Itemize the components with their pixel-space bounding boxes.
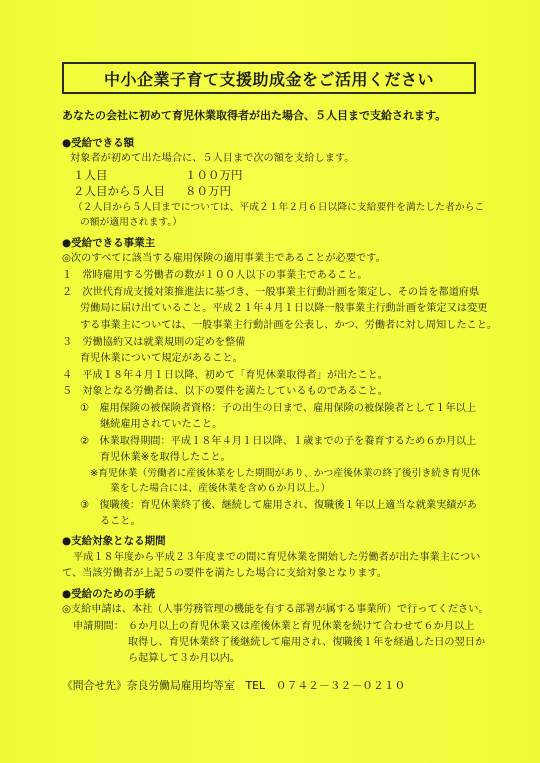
amount-row2-label: ２人目から５人目: [73, 184, 165, 198]
condition-note-line1: ※育児休業（労働者に産後休業をした期間があり、かつ産後休業の終了後引き続き育児休: [90, 468, 481, 479]
eligibility-item-2-line2: 労働局に届け出ていること。平成２１年４月１日以降一般事業主行動計画を策定又は変更: [80, 303, 488, 314]
eligibility-item-1: １ 常時雇用する労働者の数が１００人以下の事業主であること。: [62, 270, 368, 281]
condition-2-line2: 育児休業※を取得したこと。: [100, 452, 231, 463]
procedure-period-line1: ６か月以上の育児休業又は産後休業と育児休業を続けて合わせて６か月以上: [128, 621, 475, 632]
amount-note-line1: （２人目から５人目までについては、平成２１年２月６日以降に支給要件を満たした者からこ: [73, 202, 485, 213]
period-line1: 平成１８年度から平成２３年度までの間に育児休業を開始した労働者が出た事業主につい: [73, 552, 481, 563]
period-line2: て、当該労働者が上記５の要件を満たした場合に支給対象となります。: [62, 568, 387, 579]
contact-info: 《問合せ先》奈良労働局雇用均等室 TEL ０７４２－３２－０２１０: [62, 679, 406, 692]
eligibility-item-3-line2: 育児休業について規定があること。: [80, 353, 243, 364]
condition-1-line1: ① 雇用保険の被保険者資格：子の出生の日まで、雇用保険の被保険者として１年以上: [80, 403, 477, 414]
lead-text: あなたの会社に初めて育児休業取得者が出た場合、５人目まで支給されます。: [62, 109, 447, 122]
eligibility-item-4: ４ 平成１８年４月１日以降、初めて「育児休業取得者」が出たこと。: [62, 370, 388, 381]
amount-row1-value: １００万円: [185, 168, 243, 182]
eligibility-item-3-line1: ３ 労働協約又は就業規則の定めを整備: [62, 337, 246, 348]
procedure-period-line3: ら起算して３か月以内。: [128, 653, 241, 664]
section-heading-procedure: ●受給のための手続: [62, 588, 156, 600]
eligibility-intro: ◎次のすべてに該当する雇用保険の適用事業主であることが必要です。: [62, 253, 386, 264]
procedure-line1: ◎支給申請は、本社（人事労務管理の機能を有する部署が属する事業所）で行ってください。: [62, 604, 489, 615]
condition-3-line1: ③ 復職後：育児休業終了後、継続して雇用され、復職後１年以上適当な就業実績があ: [80, 500, 477, 511]
eligibility-item-5: ５ 対象となる労働者は、以下の要件を満たしているものであること。: [62, 386, 388, 397]
section-heading-period: ●支給対象となる期間: [62, 535, 166, 547]
procedure-period-label: 申請期間：: [73, 621, 124, 632]
section-heading-amount: ●受給できる額: [62, 137, 135, 149]
amount-row2-value: ８０万円: [185, 184, 231, 198]
page-title: 中小企業子育て支援助成金をご活用ください: [62, 62, 476, 94]
amount-intro: 対象者が初めて出た場合に、５人目まで次の額を支給します。: [70, 153, 355, 164]
amount-note-line2: の額が適用されます。）: [80, 217, 183, 228]
eligibility-item-2-line3: する事業主については、一般事業主行動計画を公表し、かつ、労働者に対し周知したこと。: [80, 320, 498, 331]
condition-note-line2: 業をした場合には、産後休業を含め６か月以上。）: [110, 483, 331, 494]
amount-row1-label: １人目: [73, 168, 108, 182]
eligibility-item-2-line1: ２ 次世代育成支援対策推進法に基づき、一般事業主行動計画を策定し、その旨を都道府県: [62, 287, 480, 298]
condition-2-line1: ② 休業取得期間：平成１８年４月１日以降、１歳までの子を養育するため６か月以上: [80, 436, 477, 447]
procedure-period-line2: 取得し、育児休業終了後継続して雇用され、復職後１年を経過した日の翌日か: [128, 637, 486, 648]
condition-1-line2: 継続雇用されていたこと。: [100, 419, 223, 430]
section-heading-eligibility: ●受給できる事業主: [62, 237, 156, 249]
condition-3-line2: ること。: [100, 516, 141, 527]
